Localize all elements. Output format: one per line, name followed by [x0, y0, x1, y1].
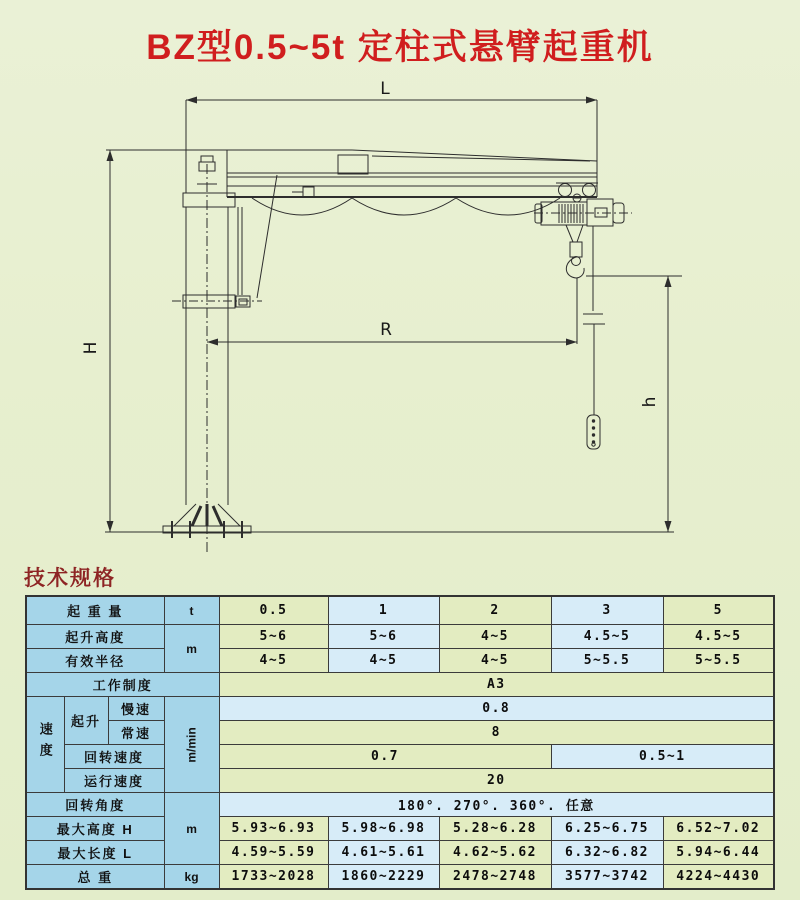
radius-value-5: 5~5.5	[663, 649, 774, 673]
cable-trolley-stop	[303, 187, 314, 197]
speed-travel-label: 运行速度	[64, 769, 164, 793]
radius-label: 有效半径	[26, 649, 164, 673]
max-length-label: 最大长度 L	[26, 841, 164, 865]
max-length-value-2: 4.61~5.61	[328, 841, 439, 865]
speed-slewing-value-b: 0.5~1	[551, 745, 774, 769]
row-speed-slewing	[26, 745, 774, 769]
weight-value-3: 2478~2748	[439, 865, 551, 890]
lift-height-value-3: 4~5	[439, 625, 551, 649]
base-plate	[105, 504, 674, 538]
speed-travel-value: 20	[219, 769, 774, 793]
speed-slow-label: 慢速	[108, 697, 164, 721]
row-capacity	[26, 596, 774, 625]
max-length-value-1: 4.59~5.59	[219, 841, 328, 865]
max-length-value-4: 6.32~6.82	[551, 841, 663, 865]
speed-slewing-label: 回转速度	[64, 745, 164, 769]
radius-value-2: 4~5	[328, 649, 439, 673]
capacity-value-3: 2	[439, 596, 551, 625]
row-speed-travel	[26, 769, 774, 793]
row-weight	[26, 865, 774, 890]
radius-value-1: 4~5	[219, 649, 328, 673]
lift-height-value-1: 5~6	[219, 625, 328, 649]
dim-label-R: R	[380, 320, 392, 340]
max-length-value-3: 4.62~5.62	[439, 841, 551, 865]
speed-slewing-value-a: 0.7	[219, 745, 551, 769]
capacity-value-4: 3	[551, 596, 663, 625]
weight-label: 总 重	[26, 865, 164, 890]
duty-label: 工作制度	[26, 673, 219, 697]
hl-unit: m	[164, 793, 219, 865]
capacity-label: 起 重 量	[26, 596, 164, 625]
lift-height-label: 起升高度	[26, 625, 164, 649]
dim-label-H: H	[81, 341, 101, 355]
max-height-value-4: 6.25~6.75	[551, 817, 663, 841]
duty-value: A3	[219, 673, 774, 697]
dim-label-L: L	[380, 80, 390, 99]
spec-table	[25, 595, 775, 890]
slew-angle-label: 回转角度	[26, 793, 164, 817]
weight-value-2: 1860~2229	[328, 865, 439, 890]
section-title: 技术规格	[24, 567, 116, 590]
capacity-value-2: 1	[328, 596, 439, 625]
hook-icon	[566, 257, 584, 278]
speed-unit: m/min	[164, 697, 219, 793]
capacity-unit: t	[164, 596, 219, 625]
weight-value-5: 4224~4430	[663, 865, 774, 890]
beam-name-plate	[338, 155, 368, 174]
max-height-label: 最大高度 H	[26, 817, 164, 841]
speed-hoist-label: 起升	[64, 697, 108, 745]
row-speed-slow	[26, 697, 774, 721]
tie-rod	[257, 175, 277, 298]
lift-height-value-4: 4.5~5	[551, 625, 663, 649]
lift-height-value-5: 4.5~5	[663, 625, 774, 649]
dim-R	[207, 278, 577, 346]
dim-L	[186, 80, 597, 193]
lift-height-value-2: 5~6	[328, 625, 439, 649]
crane-technical-drawing	[0, 80, 800, 585]
max-height-value-2: 5.98~6.98	[328, 817, 439, 841]
row-slew-angle	[26, 793, 774, 817]
weight-unit: kg	[164, 865, 219, 890]
lift-radius-unit: m	[164, 625, 219, 673]
row-max-length	[26, 841, 774, 865]
row-radius	[26, 649, 774, 673]
jib-beam	[204, 150, 597, 197]
row-duty	[26, 673, 774, 697]
row-lift-height	[26, 625, 774, 649]
capacity-value-1: 0.5	[219, 596, 328, 625]
capacity-value-5: 5	[663, 596, 774, 625]
pendant-control	[583, 226, 605, 449]
radius-value-4: 5~5.5	[551, 649, 663, 673]
dim-label-h: h	[640, 396, 660, 408]
weight-value-4: 3577~3742	[551, 865, 663, 890]
speed-group-label: 速度	[26, 697, 64, 793]
row-max-height	[26, 817, 774, 841]
max-height-value-5: 6.52~7.02	[663, 817, 774, 841]
row-speed-normal	[26, 721, 774, 745]
festoon-cable	[252, 187, 560, 215]
slew-angle-value: 180°. 270°. 360°. 任意	[219, 793, 774, 817]
hook-block	[570, 242, 582, 257]
speed-normal-value: 8	[219, 721, 774, 745]
max-height-value-1: 5.93~6.93	[219, 817, 328, 841]
max-height-value-3: 5.28~6.28	[439, 817, 551, 841]
weight-value-1: 1733~2028	[219, 865, 328, 890]
support-column	[172, 164, 277, 552]
radius-value-3: 4~5	[439, 649, 551, 673]
speed-normal-label: 常速	[108, 721, 164, 745]
max-length-value-5: 5.94~6.44	[663, 841, 774, 865]
page-title: BZ型0.5~5t 定柱式悬臂起重机	[146, 28, 654, 67]
speed-slow-value: 0.8	[219, 697, 774, 721]
